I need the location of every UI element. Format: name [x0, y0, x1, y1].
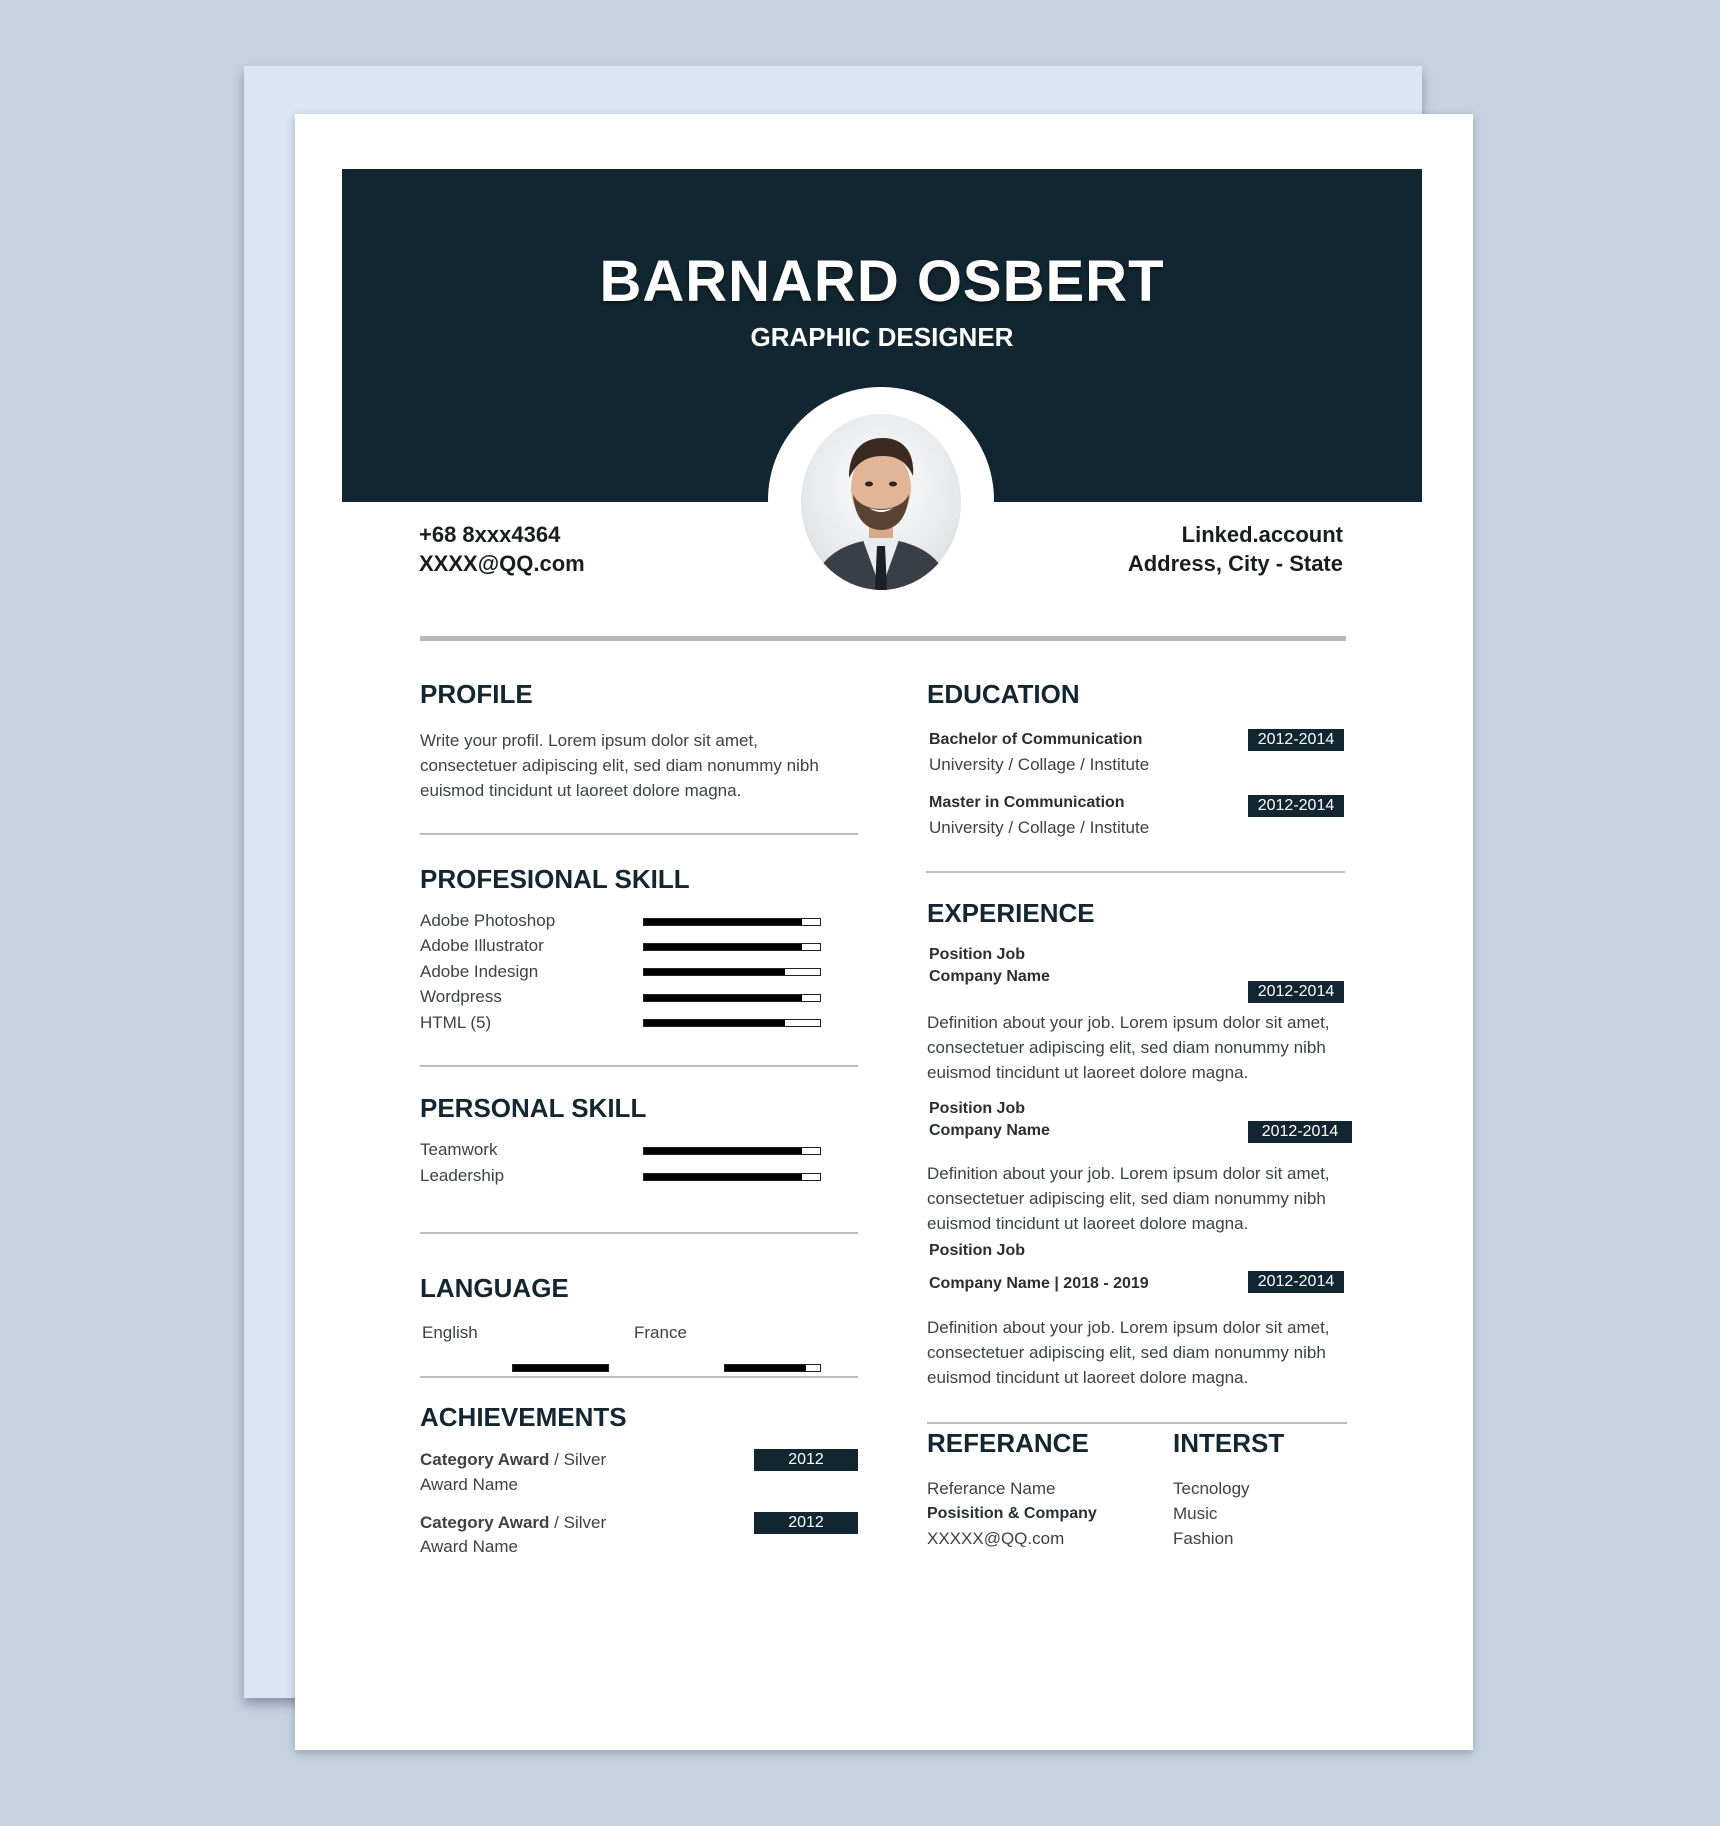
language-bar: [724, 1364, 821, 1372]
language-bar: [512, 1364, 609, 1372]
interest-item: Music: [1173, 1504, 1218, 1523]
position-title: Position Job: [929, 1242, 1025, 1259]
skill-label: Wordpress: [420, 987, 502, 1006]
education-heading: EDUCATION: [927, 679, 1080, 709]
reference-name: Referance Name: [927, 1479, 1056, 1498]
skill-label: Adobe Photoshop: [420, 911, 556, 930]
section-divider: [420, 833, 858, 835]
reference-email: XXXXX@QQ.com: [927, 1529, 1065, 1548]
date-badge: 2012: [754, 1449, 858, 1471]
job-title: GRAPHIC DESIGNER: [750, 322, 1014, 352]
email: XXXX@QQ.com: [419, 551, 585, 576]
skill-bar: [643, 1173, 821, 1181]
profile-photo: [801, 414, 961, 590]
achievement-name: Award Name: [420, 1475, 518, 1494]
reference-position: Posisition & Company: [927, 1505, 1097, 1522]
skill-bar: [643, 1147, 821, 1155]
experience-heading: EXPERIENCE: [927, 898, 1095, 928]
company-name: Company Name: [929, 968, 1050, 985]
contact-right: [1128, 520, 1343, 578]
skill-bar: [643, 968, 821, 976]
address: Address, City - State: [1127, 551, 1343, 576]
position-title: Position Job: [929, 1100, 1025, 1117]
achievement-title: Category Award / Silver: [420, 1513, 607, 1532]
section-divider: [420, 1065, 858, 1067]
date-badge: 2012-2014: [1248, 795, 1344, 817]
header-divider: [420, 636, 1346, 641]
section-divider: [926, 871, 1345, 873]
date-badge: 2012-2014: [1248, 1121, 1352, 1143]
interest-item: Tecnology: [1173, 1479, 1250, 1498]
degree: Bachelor of Communication: [929, 731, 1143, 748]
professional-skill-heading: PROFESIONAL SKILL: [420, 864, 690, 894]
achievement-name: Award Name: [420, 1537, 518, 1556]
section-divider: [927, 1422, 1347, 1424]
language-label: English: [422, 1323, 478, 1342]
profile-text: Write your profil. Lorem ipsum dolor sit amet, consectetuer adipiscing elit, sed diam nonummy nibh euismod tincidunt ut laoreet dolore magna.: [420, 731, 819, 800]
position-title: Position Job: [929, 946, 1025, 963]
linkedin: Linked.account: [1181, 522, 1343, 547]
experience-text: Definition about your job. Lorem ipsum dolor sit amet, consectetuer adipiscing elit, sed diam nonummy nibh euismod tincidunt ut laoreet dolore magna.: [927, 1318, 1330, 1387]
language-heading: LANGUAGE: [420, 1273, 569, 1303]
company-name: Company Name: [929, 1122, 1050, 1139]
date-badge: 2012: [754, 1512, 858, 1534]
interest-heading: INTERST: [1173, 1428, 1285, 1458]
company-name: Company Name | 2018 - 2019: [929, 1275, 1149, 1292]
skill-label: Adobe Illustrator: [420, 936, 544, 955]
degree: Master in Communication: [929, 794, 1125, 811]
language-label: France: [634, 1323, 687, 1342]
interest-item: Fashion: [1173, 1529, 1234, 1548]
personal-skill-heading: PERSONAL SKILL: [420, 1093, 647, 1123]
date-badge: 2012-2014: [1248, 729, 1344, 751]
section-divider: [420, 1232, 858, 1234]
skill-bar: [643, 994, 821, 1002]
contact-left: [419, 520, 585, 578]
phone: +68 8xxx4364: [419, 522, 561, 547]
section-divider: [420, 1376, 858, 1378]
skill-bar: [643, 943, 821, 951]
school: University / Collage / Institute: [929, 755, 1150, 774]
achievement-title: Category Award / Silver: [420, 1450, 607, 1469]
skill-bar: [643, 1019, 821, 1027]
skill-bar: [643, 918, 821, 926]
experience-text: Definition about your job. Lorem ipsum dolor sit amet, consectetuer adipiscing elit, sed diam nonummy nibh euismod tincidunt ut laoreet dolore magna.: [927, 1013, 1330, 1082]
reference-heading: REFERANCE: [927, 1428, 1089, 1458]
skill-label: HTML (5): [420, 1013, 492, 1032]
person-name: BARNARD OSBERT: [599, 249, 1165, 314]
skill-label: Teamwork: [420, 1140, 498, 1159]
date-badge: 2012-2014: [1248, 981, 1344, 1003]
profile-heading: PROFILE: [420, 679, 533, 709]
date-badge: 2012-2014: [1248, 1271, 1344, 1293]
experience-text: Definition about your job. Lorem ipsum dolor sit amet, consectetuer adipiscing elit, sed diam nonummy nibh euismod tincidunt ut laoreet dolore magna.: [927, 1164, 1330, 1233]
skill-label: Adobe Indesign: [420, 962, 539, 981]
achievements-heading: ACHIEVEMENTS: [420, 1402, 627, 1432]
skill-label: Leadership: [420, 1166, 505, 1185]
school: University / Collage / Institute: [929, 818, 1150, 837]
